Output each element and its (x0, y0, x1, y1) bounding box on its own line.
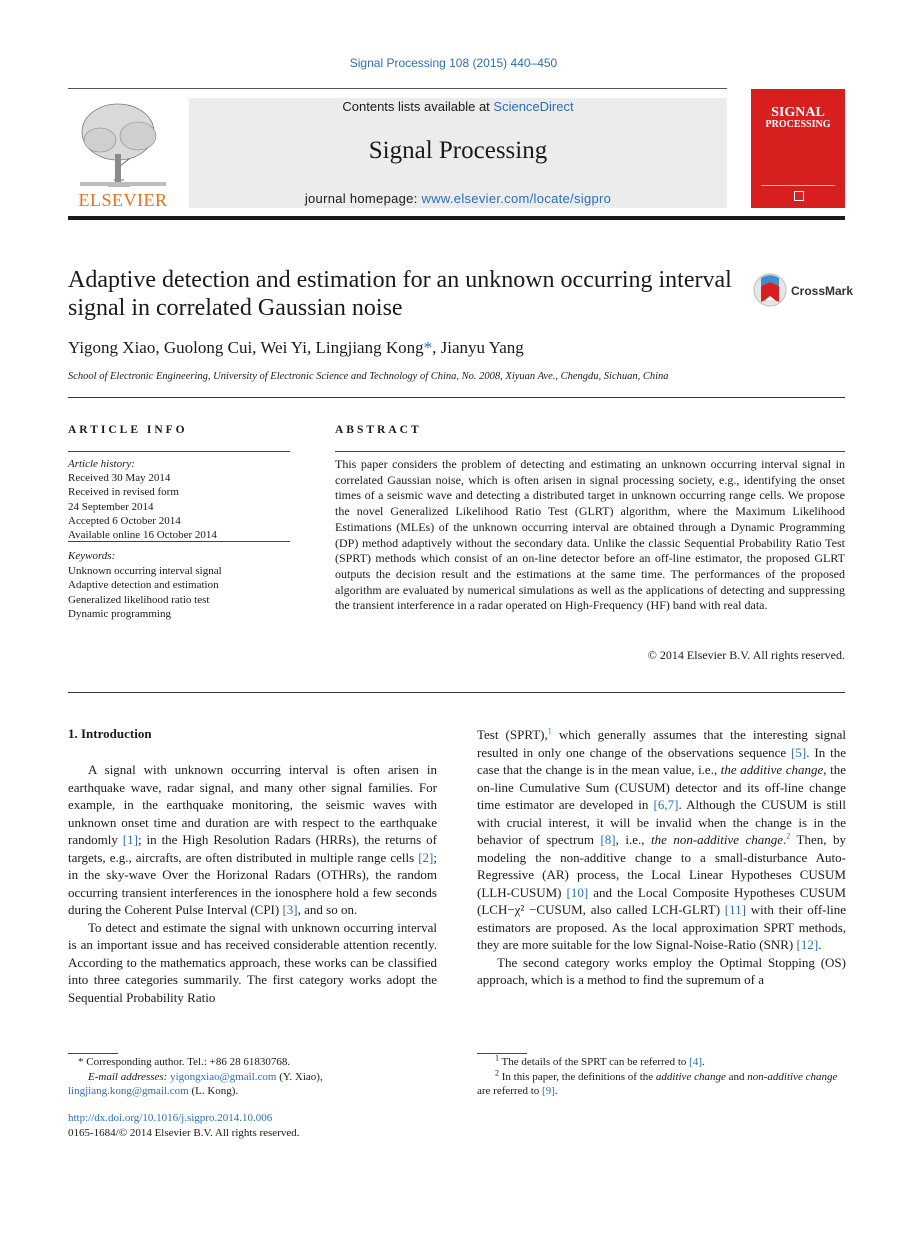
affiliation: School of Electronic Engineering, University of Electronic Science and Technology of China, No. 2008, Xiyuan Ave., Chengdu, Sichuan, China (68, 371, 669, 382)
citation-link[interactable]: [2] (418, 849, 434, 865)
homepage-link[interactable]: www.elsevier.com/locate/sigpro (421, 191, 612, 206)
citation-link[interactable]: [10] (566, 884, 589, 900)
footnote-text: and (725, 1070, 748, 1083)
citation-link[interactable]: [5] (791, 744, 807, 760)
corresponding-text: Corresponding author. Tel.: +86 28 61830768. (86, 1056, 291, 1068)
article-history (68, 457, 290, 542)
footnote-line (68, 1055, 437, 1070)
cover-title-line2: PROCESSING (765, 119, 831, 130)
authors-main: Yigong Xiao, Guolong Cui, Wei Yi, Lingjiang Kong (68, 338, 424, 357)
text-run: with their off-line estimators are proposed. As the local approximation SPRT methods, they are more suitable for the low Signal-Noise-Ratio (SNR) (477, 902, 846, 952)
sciencedirect-link[interactable]: ScienceDirect (493, 99, 574, 114)
homepage-line (189, 191, 727, 206)
email-owner: (L. Kong). (188, 1085, 239, 1097)
citation-link[interactable]: [3] (282, 902, 298, 917)
abstract-text: This paper considers the problem of detecting and estimating an unknown occurring interval signal in correlated Gaussian noise, which is often arisen in signal processing society, e.g., identifying the onset times of a seismic wave and detecting a distributed target in unknown occurring range cells. We propose the novel Generalized Likelihood Ratio Test (GLRT) algorithm, where the Maximum Likelihood Estimations (MLEs) of the unknown occurring interval are obtained through a Dynamic Programming (DP) method adaptively without the secondary data. Unlike the classic Sequential Probability Ratio Test (SPRT) methods which consist of an on-line detector before an off-line estimator, the proposed GLRT outputs the decision result and the estimations at the same time. The performances of the proposed algorithm are evaluated by numerical simulations as well as the applications of detecting and suppressing the transient interference in a radar operated on High-Frequency (HF) band with real data. (335, 457, 845, 613)
email-owner: (Y. Xiao), (276, 1070, 323, 1083)
footnote-rule (477, 1053, 527, 1054)
text-run: . Although the CUSUM is still with crucial interest, it will be invalid when the change is in the behavior of spectrum (477, 797, 846, 847)
corresponding-author-mark[interactable]: * (423, 338, 433, 357)
journal-title: Signal Processing (368, 137, 548, 164)
footnote-number: 1 (495, 1053, 499, 1063)
journal-cover[interactable] (751, 89, 845, 208)
footnotes (477, 1055, 846, 1099)
history-item: 24 September 2014 (68, 500, 154, 513)
footnote-text: In this paper, the definitions of the (499, 1070, 656, 1083)
history-item: Received 30 May 2014 (68, 472, 171, 485)
citation-link[interactable]: [1] (122, 832, 138, 847)
history-item: Accepted 6 October 2014 (68, 514, 181, 527)
paragraph: Test (SPRT),$^1$ which generally assumes that the interesting signal resulted in only one change of the observations sequence [5]. In the case that the change is in the mean value, i.e., the additive change, the on-line Cumulative Sum (CUSUM) detector and its off-line change time estimator are developed in [6,7]. Although the CUSUM is still with crucial interest, it will be invalid when the change is in the behavior of spectrum [8], i.e., the non-additive change.$^2$ Then, by modeling the non-additive change to a small-disturbance Auto-Regressive (AR) process, the Local Linear Hypotheses CUSUM (LLH-CUSUM) [10] and the Local Composite Hypotheses CUSUM (LCH−χ² −CUSUM, also called LCH-GLRT) [11] with their off-line estimators are proposed. As the local approximation SPRT methods, they are more suitable for the low Signal-Noise-Ratio (SNR) [12]. (477, 726, 847, 952)
keyword-item: Unknown occurring interval signal (68, 564, 222, 577)
divider (68, 692, 845, 693)
footnote-text: additive change (655, 1070, 726, 1083)
text-run: , i.e., (615, 832, 651, 847)
right-column (477, 726, 846, 989)
authors-rest: , Jianyu Yang (432, 338, 524, 357)
cover-divider (761, 185, 835, 186)
author-list (68, 338, 524, 358)
text-run: . (554, 1085, 558, 1097)
text-run: and the Local Composite Hypotheses CUSUM (LCH−χ² −CUSUM, also called LCH-GLRT) (477, 884, 846, 917)
divider (68, 451, 290, 452)
article-title: Adaptive detection and estimation for an unknown occurring interval signal in correlated Gaussian noise (68, 267, 732, 321)
cover-title (751, 107, 845, 131)
text-run: the additive change (720, 762, 824, 777)
journal-citation[interactable]: Signal Processing 108 (2015) 440–450 (349, 56, 558, 70)
contents-line (189, 99, 727, 114)
citation-link[interactable]: [12] (796, 937, 819, 952)
article-info-heading: ARTICLE INFO (68, 424, 188, 436)
footnote-line (68, 1070, 437, 1085)
text-run: A signal with unknown occurring interval is often arisen in earthquake wave, radar signal, and many other signal families. For example, in the earthquake monitoring, the seismic waves with unknown onset time and duration are with respect to the earthquake randomly (68, 762, 437, 847)
paragraph: The second category works employ the Optimal Stopping (OS) approach, which is a method to find the supremum of a (477, 954, 846, 987)
divider (68, 541, 290, 542)
text-run: ; in the sky-wave Over the Horizonal Radars (OTHRs), the random occurring transient interferences in the ionosphere hold a few seconds during the Coherent Pulse Interval (CPI) (68, 849, 437, 917)
footnote-mark[interactable]: 1 (547, 726, 552, 736)
abstract-heading: ABSTRACT (335, 424, 422, 436)
citation-link[interactable]: [4] (689, 1056, 702, 1068)
footnote-mark[interactable]: 2 (786, 831, 791, 841)
footnote-line (68, 1084, 437, 1099)
issn-line: 0165-1684/© 2014 Elsevier B.V. All rights reserved. (68, 1126, 300, 1139)
citation-link[interactable]: [11] (724, 902, 746, 917)
citation-link[interactable]: [8] (600, 832, 616, 847)
footnote-text: non-additive change (747, 1070, 838, 1083)
elsevier-wordmark: ELSEVIER (78, 190, 168, 210)
history-item: Available online 16 October 2014 (68, 529, 217, 542)
history-label: Article history: (68, 458, 135, 470)
text-run: . (818, 937, 822, 952)
paragraph: To detect and estimate the signal with unknown occurring interval is an important issue and has received considerable attention recently. According to the mathematics approach, these works can be classified into three categories summarily. The first category works adopt the Sequential Probability Ratio (68, 919, 437, 1005)
history-item: Received in revised form (68, 486, 179, 499)
footnote-item (477, 1067, 846, 1085)
left-column (68, 761, 437, 1006)
citation-link[interactable]: [6,7] (653, 797, 679, 812)
elsevier-tree-icon[interactable] (68, 96, 178, 210)
divider (68, 397, 845, 398)
keyword-item: Dynamic programming (68, 608, 171, 621)
homepage-prefix: journal homepage: (304, 191, 422, 206)
text-run: ; in the High Resolution Radars (HRRs), the returns of targets, e.g., aircrafts, are often distributed in multiple range cells (68, 832, 437, 865)
footnote-text: The details of the SPRT can be referred to (499, 1056, 690, 1068)
text-run: the non-additive change (650, 832, 784, 847)
footnote-item (477, 1084, 846, 1099)
divider (335, 451, 845, 452)
text-run: , the on-line Cumulative Sum (CUSUM) detector and its off-line change time estimator are developed in (477, 762, 847, 812)
footnote-item (477, 1055, 846, 1070)
footnote-rule (68, 1053, 118, 1054)
footnote-number: 2 (495, 1067, 499, 1077)
text-run: , and so on. (297, 902, 358, 917)
doi-block (68, 1111, 300, 1140)
keyword-item: Generalized likelihood ratio test (68, 593, 210, 606)
header-top-rule (68, 88, 727, 89)
doi-link[interactable]: http://dx.doi.org/10.1016/j.sigpro.2014.10.006 (68, 1112, 273, 1124)
contents-prefix: Contents lists available at (342, 99, 494, 114)
header-thick-rule (68, 216, 845, 220)
email-label: E-mail addresses: (88, 1070, 171, 1083)
text-run: . In the case that the change is in the mean value, i.e., (477, 744, 846, 777)
email-link[interactable]: lingjiang.kong@gmail.com (68, 1085, 189, 1097)
footnote-text: are referred to (477, 1085, 543, 1097)
keyword-item: Adaptive detection and estimation (68, 579, 219, 592)
keywords (68, 549, 290, 622)
cover-title-line1: SIGNAL (771, 105, 825, 120)
text-run: Test (SPRT), (477, 727, 548, 742)
abstract-copyright: © 2014 Elsevier B.V. All rights reserved. (647, 648, 845, 662)
text-run: which generally assumes that the interesting signal resulted in only one change of the observations sequence (477, 727, 846, 760)
email-link[interactable]: yigongxiao@gmail.com (170, 1070, 277, 1083)
crossmark-label[interactable]: CrossMark (791, 284, 854, 298)
paragraph (68, 761, 437, 919)
text-run: . (701, 1056, 705, 1068)
citation-link[interactable]: [9] (542, 1085, 555, 1097)
text-run: Then, by modeling the non-additive change to a small-disturbance Auto-Regressive (AR) process, the Local Linear Hypotheses CUSUM (LLH-CUSUM) (477, 832, 846, 900)
section-heading: 1. Introduction (68, 726, 152, 741)
corresponding-star: * (78, 1056, 84, 1068)
keywords-label: Keywords: (68, 550, 116, 562)
corresponding-author-footnote (68, 1055, 437, 1099)
cover-publisher-icon (794, 191, 804, 201)
